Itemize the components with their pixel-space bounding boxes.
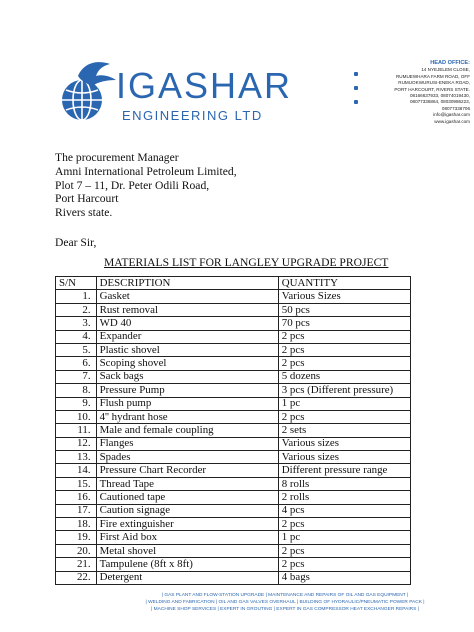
cell-sn: 6.	[56, 357, 97, 370]
table-row	[56, 424, 411, 437]
cell-quantity: 2 pcs	[278, 518, 410, 531]
footer-line: | WELDING AND FABRICATION | OIL AND GAS VALVES OVERHAUL | BUILDING OF HYDRAULIC/PNEUMATIC POWER PACK |	[145, 600, 425, 606]
cell-quantity: 2 pcs	[278, 330, 410, 343]
table-header-row	[56, 277, 411, 290]
cell-sn: 13.	[56, 451, 97, 464]
table-row	[56, 491, 411, 504]
document-title: MATERIALS LIST FOR LANGLEY UPGRADE PROJECT	[104, 256, 389, 269]
cell-quantity: 4 bags	[278, 571, 410, 584]
cell-sn: 11.	[56, 424, 97, 437]
cell-quantity: 70 pcs	[278, 317, 410, 330]
cell-quantity: 4 pcs	[278, 504, 410, 517]
address-line: Rivers state.	[55, 206, 113, 220]
cell-description: First Aid box	[96, 531, 278, 544]
cell-description: Tampulene (8ft x 8ft)	[96, 558, 278, 571]
cell-sn: 9.	[56, 397, 97, 410]
cell-sn: 20.	[56, 544, 97, 557]
cell-sn: 3.	[56, 317, 97, 330]
cell-sn: 14.	[56, 464, 97, 477]
table-row	[56, 303, 411, 316]
cell-sn: 12.	[56, 437, 97, 450]
cell-description: Male and female coupling	[96, 424, 278, 437]
table-row	[56, 330, 411, 343]
cell-sn: 1.	[56, 290, 97, 303]
table-row	[56, 504, 411, 517]
cell-quantity: 2 pcs	[278, 357, 410, 370]
address-line: Amni International Petroleum Limited,	[55, 164, 237, 178]
footer-line: | MACHINE SHOP SERVICES | EXPERT IN GROUTING | EXPERT IN GAS COMPRESSOR HEAT EXCHANGER REPAIRS |	[151, 607, 419, 613]
cell-quantity: 50 pcs	[278, 303, 410, 316]
cell-description: Thread Tape	[96, 477, 278, 490]
table-row	[56, 370, 411, 383]
column-header-description: DESCRIPTION	[96, 277, 278, 290]
cell-description: Flush pump	[96, 397, 278, 410]
cell-description: Scoping shovel	[96, 357, 278, 370]
cell-description: Caution signage	[96, 504, 278, 517]
cell-sn: 21.	[56, 558, 97, 571]
head-office-phone: 08166637933, 08074019430,	[409, 93, 470, 99]
cell-description: 4'' hydrant hose	[96, 410, 278, 423]
head-office-line: PORT HARCOURT, RIVERS STATE.	[394, 86, 470, 92]
services-footer	[110, 592, 460, 614]
head-office-line: RUMUOKWURUSI-ENEKA ROAD,	[398, 80, 470, 86]
cell-sn: 19.	[56, 531, 97, 544]
cell-description: Spades	[96, 451, 278, 464]
table-row	[56, 451, 411, 464]
table-row	[56, 531, 411, 544]
table-row	[56, 397, 411, 410]
table-row	[56, 343, 411, 356]
head-office-website: www.igashar.com	[434, 118, 470, 124]
cell-description: Gasket	[96, 290, 278, 303]
company-logo	[58, 58, 298, 128]
table-row	[56, 518, 411, 531]
cell-description: Pressure Chart Recorder	[96, 464, 278, 477]
cell-description: WD 40	[96, 317, 278, 330]
materials-table	[55, 276, 411, 585]
cell-sn: 17.	[56, 504, 97, 517]
head-office-line: 14 NYEJELEM CLOSE,	[421, 67, 470, 73]
table-row	[56, 464, 411, 477]
cell-description: Plastic shovel	[96, 343, 278, 356]
head-office-title: HEAD OFFICE:	[430, 60, 470, 66]
table-row	[56, 410, 411, 423]
cell-sn: 18.	[56, 518, 97, 531]
salutation: Dear Sir,	[55, 236, 97, 249]
table-row	[56, 317, 411, 330]
cell-quantity: Various Sizes	[278, 290, 410, 303]
table-row	[56, 437, 411, 450]
cell-quantity: Various sizes	[278, 451, 410, 464]
table-row	[56, 290, 411, 303]
cell-quantity: 2 pcs	[278, 558, 410, 571]
table-row	[56, 357, 411, 370]
cell-description: Fire extinguisher	[96, 518, 278, 531]
cell-description: Rust removal	[96, 303, 278, 316]
materials-table-body	[56, 290, 411, 585]
cell-quantity: 2 rolls	[278, 491, 410, 504]
cell-sn: 15.	[56, 477, 97, 490]
cell-description: Expander	[96, 330, 278, 343]
cell-description: Cautioned tape	[96, 491, 278, 504]
cell-sn: 8.	[56, 384, 97, 397]
cell-quantity: 3 pcs (Different pressure)	[278, 384, 410, 397]
table-row	[56, 477, 411, 490]
recipient-address	[55, 151, 237, 220]
company-name: IGASHAR	[116, 65, 293, 106]
cell-quantity: 5 dozens	[278, 370, 410, 383]
column-header-quantity: QUANTITY	[278, 277, 410, 290]
location-icon	[354, 72, 358, 76]
address-line: Port Harcourt	[55, 192, 119, 206]
table-row	[56, 384, 411, 397]
cell-quantity: 1 pc	[278, 531, 410, 544]
phone-icon	[354, 86, 358, 90]
table-row	[56, 571, 411, 584]
cell-sn: 4.	[56, 330, 97, 343]
company-subtitle: ENGINEERING LTD	[122, 108, 263, 123]
cell-quantity: 2 pcs	[278, 544, 410, 557]
column-header-sn: S/N	[56, 277, 97, 290]
cell-sn: 5.	[56, 343, 97, 356]
cell-sn: 22.	[56, 571, 97, 584]
cell-quantity: 8 rolls	[278, 477, 410, 490]
cell-sn: 2.	[56, 303, 97, 316]
mail-icon	[354, 100, 358, 104]
head-office-phone: 08077336864, 08030986223,	[409, 99, 470, 105]
head-office-block	[362, 60, 470, 125]
cell-description: Pressure Pump	[96, 384, 278, 397]
cell-quantity: Various sizes	[278, 437, 410, 450]
cell-quantity: Different pressure range	[278, 464, 410, 477]
cell-description: Sack bags	[96, 370, 278, 383]
head-office-email: info@igashar.com	[433, 112, 470, 118]
globe-dove-icon	[58, 58, 120, 128]
cell-quantity: 2 sets	[278, 424, 410, 437]
cell-description: Flanges	[96, 437, 278, 450]
contact-icons	[354, 72, 360, 114]
cell-description: Metal shovel	[96, 544, 278, 557]
cell-sn: 16.	[56, 491, 97, 504]
cell-quantity: 1 pc	[278, 397, 410, 410]
table-row	[56, 558, 411, 571]
address-line: The procurement Manager	[55, 151, 179, 164]
address-line: Plot 7 – 11, Dr. Peter Odili Road,	[55, 178, 210, 192]
cell-quantity: 2 pcs	[278, 343, 410, 356]
table-row	[56, 544, 411, 557]
cell-description: Detergent	[96, 571, 278, 584]
cell-sn: 7.	[56, 370, 97, 383]
footer-line: | GAS PLANT AND FLOW-STATION UPGRADE | MAINTENANCE AND REPAIRS OF OIL AND GAS EQUIPMENT |	[161, 593, 409, 598]
cell-sn: 10.	[56, 410, 97, 423]
head-office-phone: 08077336706	[441, 105, 470, 111]
cell-quantity: 2 pcs	[278, 410, 410, 423]
head-office-line: RUMUEWHARA FARM ROAD, OFF	[395, 73, 470, 79]
